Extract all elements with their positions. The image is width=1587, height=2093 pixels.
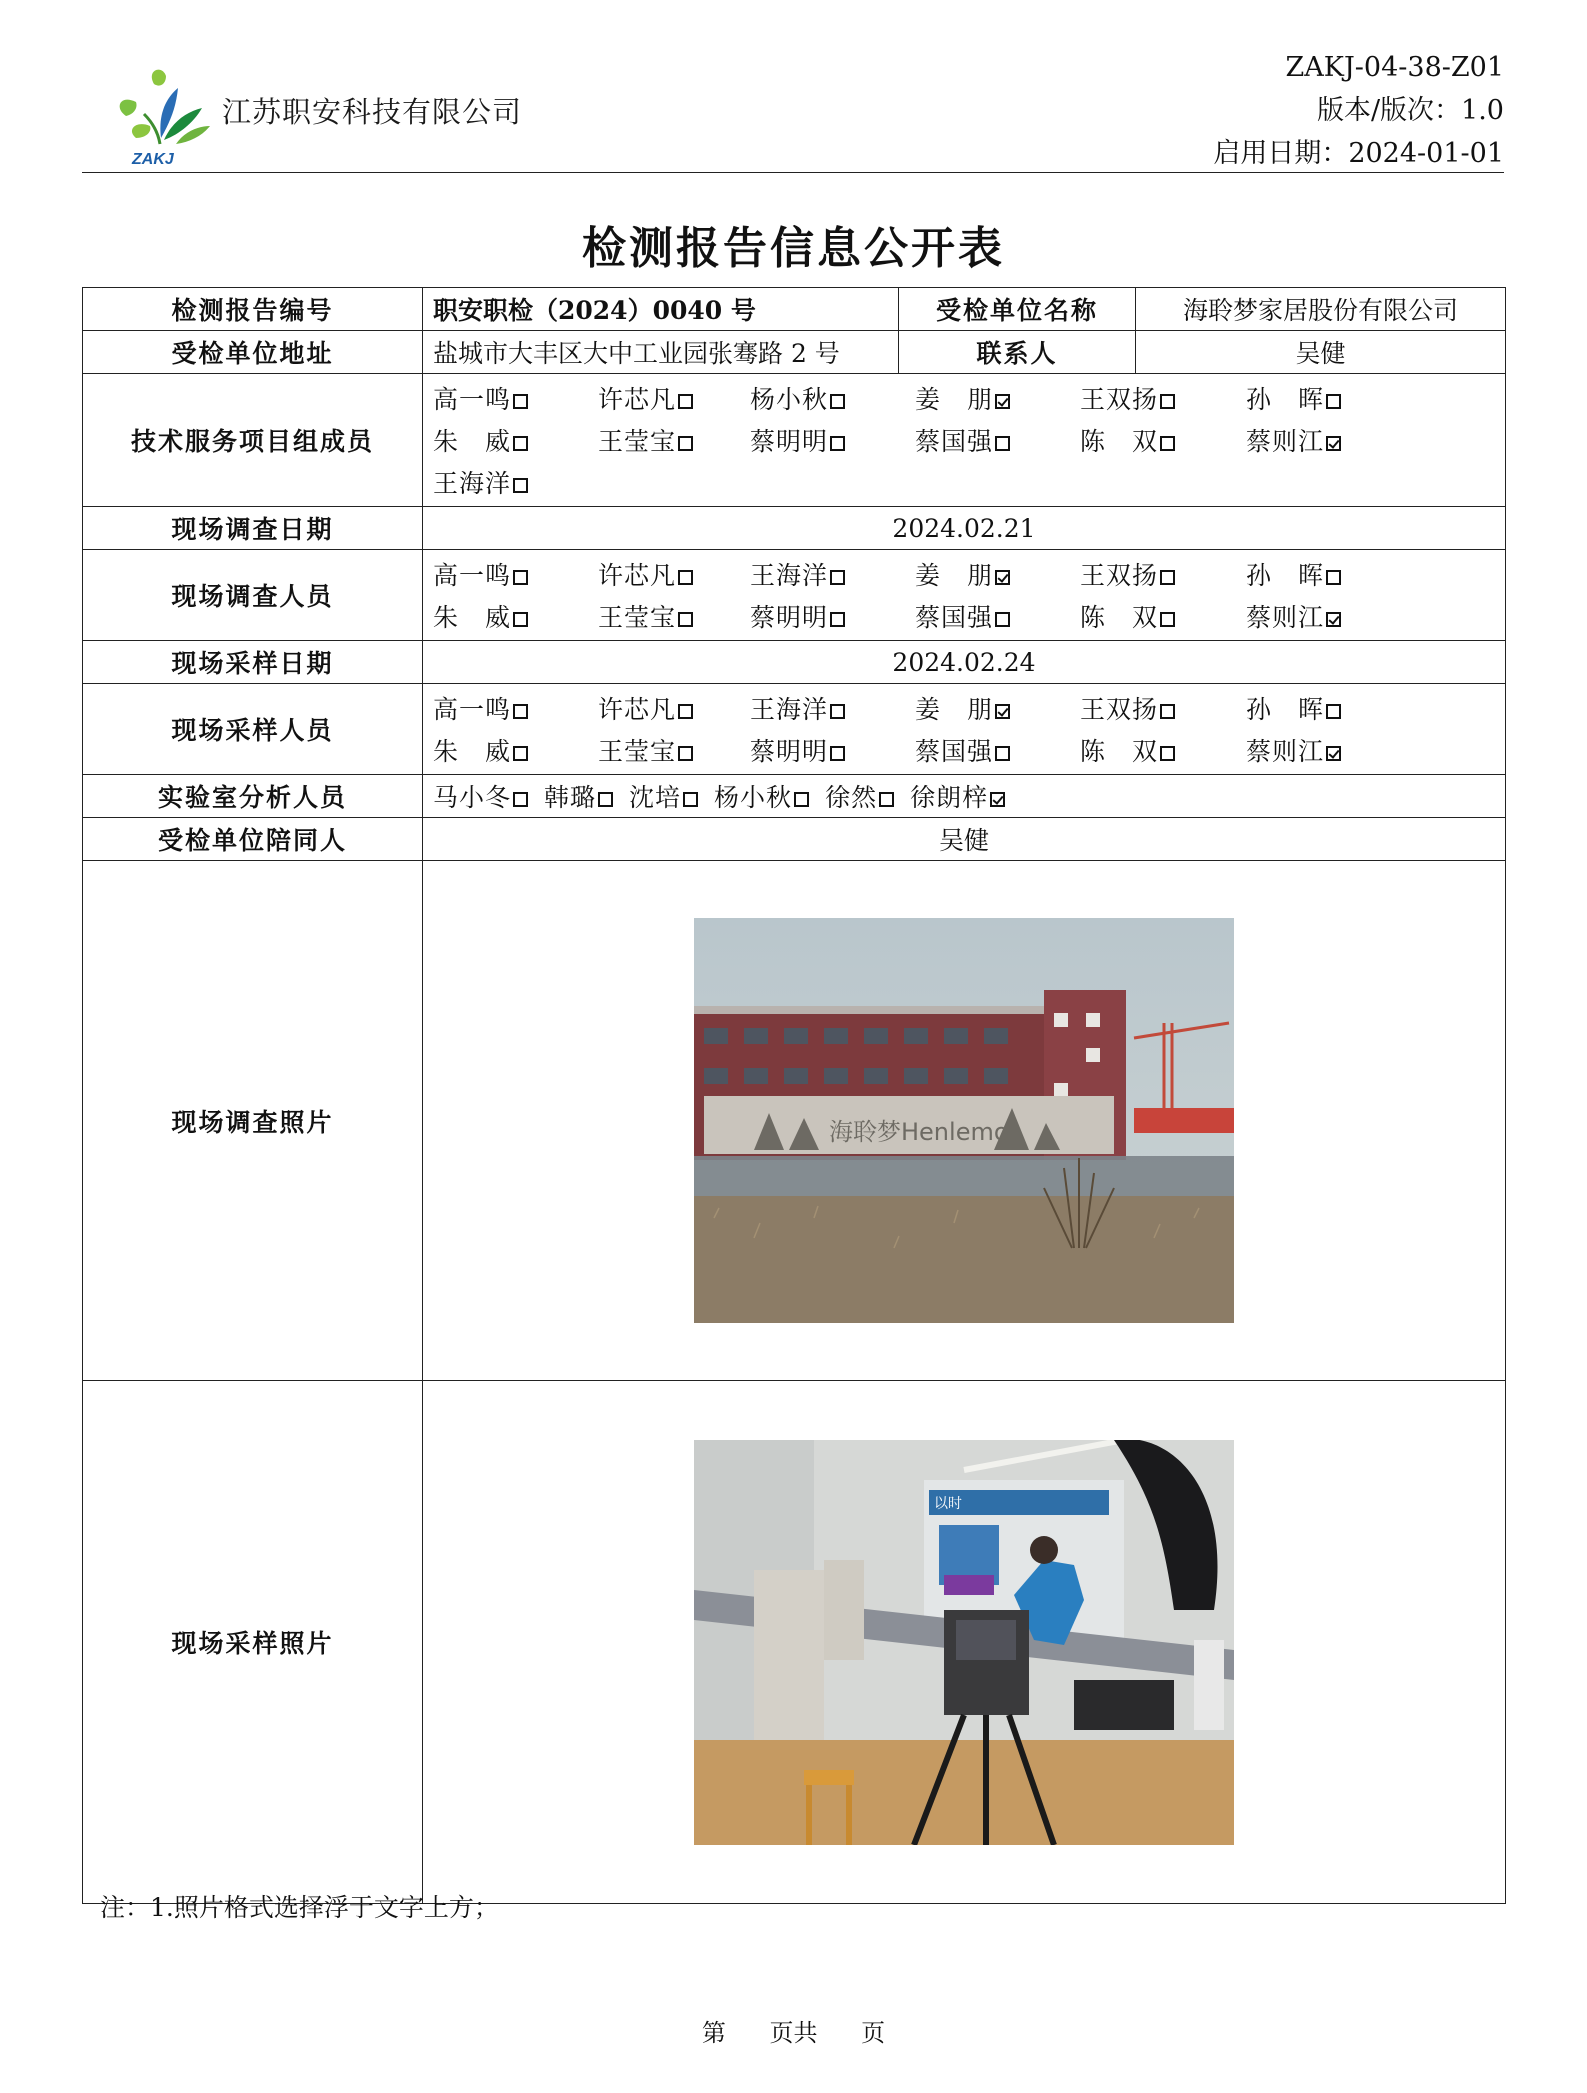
- sampling-date-label: 现场采样日期: [83, 641, 423, 684]
- staff-name: 王双扬: [1080, 561, 1159, 590]
- unchecked-checkbox-icon[interactable]: [1160, 704, 1175, 719]
- checked-checkbox-icon[interactable]: [1326, 746, 1341, 761]
- survey-staff-cell: [423, 550, 1506, 641]
- staff-name: 王双扬: [1080, 385, 1159, 414]
- staff-name: 朱 威: [433, 603, 512, 632]
- unchecked-checkbox-icon[interactable]: [1326, 570, 1341, 585]
- staff-item: [915, 598, 1080, 634]
- sampling-photo-label: 现场采样照片: [83, 1381, 423, 1904]
- page-title: 检测报告信息公开表: [582, 223, 1005, 274]
- address-label: 受检单位地址: [83, 331, 423, 374]
- unchecked-checkbox-icon[interactable]: [830, 612, 845, 627]
- table-row: [83, 684, 1506, 775]
- staff-item: [1080, 556, 1246, 592]
- unit-name-label: 受检单位名称: [899, 288, 1136, 331]
- unchecked-checkbox-icon[interactable]: [598, 792, 613, 807]
- unchecked-checkbox-icon[interactable]: [1160, 570, 1175, 585]
- table-row: [83, 861, 1506, 1381]
- staff-item: [1246, 598, 1406, 634]
- table-row: [83, 507, 1506, 550]
- unchecked-checkbox-icon[interactable]: [513, 792, 528, 807]
- unchecked-checkbox-icon[interactable]: [830, 704, 845, 719]
- staff-item: [1080, 422, 1246, 458]
- staff-item: [598, 556, 750, 592]
- staff-item: [910, 778, 1005, 814]
- info-table: [82, 287, 1506, 1904]
- survey-photo-label: 现场调查照片: [83, 861, 423, 1381]
- staff-name: 姜 朋: [915, 385, 994, 414]
- unchecked-checkbox-icon[interactable]: [678, 746, 693, 761]
- unchecked-checkbox-icon[interactable]: [794, 792, 809, 807]
- unchecked-checkbox-icon[interactable]: [1326, 394, 1341, 409]
- staff-item: [1246, 556, 1406, 592]
- staff-item: [915, 556, 1080, 592]
- unchecked-checkbox-icon[interactable]: [513, 746, 528, 761]
- lab-label: 实验室分析人员: [83, 775, 423, 818]
- sampling-date-value: 2024.02.24: [423, 641, 1506, 684]
- staff-item: [1080, 732, 1246, 768]
- survey-photo: [694, 918, 1234, 1323]
- staff-item: [750, 556, 915, 592]
- doc-version: 版本/版次：1.0: [1316, 95, 1504, 126]
- unchecked-checkbox-icon[interactable]: [513, 394, 528, 409]
- checked-checkbox-icon[interactable]: [995, 394, 1010, 409]
- staff-name: 蔡则江: [1246, 737, 1325, 766]
- survey-date-label: 现场调查日期: [83, 507, 423, 550]
- contact-value: 吴健: [1136, 331, 1506, 374]
- staff-item: [598, 422, 750, 458]
- staff-name: 蔡明明: [750, 427, 829, 456]
- unchecked-checkbox-icon[interactable]: [513, 436, 528, 451]
- document-meta: [1213, 46, 1504, 175]
- staff-name: 朱 威: [433, 737, 512, 766]
- unchecked-checkbox-icon[interactable]: [513, 704, 528, 719]
- doc-code: ZAKJ-04-38-Z01: [1285, 52, 1504, 83]
- staff-item: [1080, 690, 1246, 726]
- unchecked-checkbox-icon[interactable]: [830, 746, 845, 761]
- staff-name: 高一鸣: [433, 385, 512, 414]
- lab-staff-cell: [423, 775, 1506, 818]
- wall-sign-text: 海聆梦Henlemo: [829, 1118, 1009, 1146]
- table-row: [83, 818, 1506, 861]
- unchecked-checkbox-icon[interactable]: [678, 704, 693, 719]
- staff-name: 姜 朋: [915, 561, 994, 590]
- staff-item: [915, 380, 1080, 416]
- unit-name-value: 海聆梦家居股份有限公司: [1136, 288, 1506, 331]
- staff-item: [750, 732, 915, 768]
- staff-name: 杨小秋: [750, 385, 829, 414]
- unchecked-checkbox-icon[interactable]: [1160, 746, 1175, 761]
- staff-item: [825, 778, 894, 814]
- staff-name: 蔡明明: [750, 737, 829, 766]
- staff-name: 马小冬: [433, 783, 512, 812]
- table-row: [83, 775, 1506, 818]
- factory-banner-text: 以时: [934, 1495, 962, 1512]
- staff-name: 杨小秋: [714, 783, 793, 812]
- table-row: [83, 331, 1506, 374]
- staff-item: [433, 464, 598, 500]
- staff-name: 蔡则江: [1246, 603, 1325, 632]
- staff-item: [598, 380, 750, 416]
- escort-label: 受检单位陪同人: [83, 818, 423, 861]
- unchecked-checkbox-icon[interactable]: [513, 478, 528, 493]
- staff-item: [598, 732, 750, 768]
- unchecked-checkbox-icon[interactable]: [995, 746, 1010, 761]
- staff-item: [750, 690, 915, 726]
- survey-staff-list: [433, 550, 1495, 640]
- staff-name: 蔡国强: [915, 427, 994, 456]
- checked-checkbox-icon[interactable]: [995, 570, 1010, 585]
- staff-name: 陈 双: [1080, 603, 1159, 632]
- staff-item: [433, 732, 598, 768]
- staff-item: [750, 422, 915, 458]
- factory-exterior-photo-icon: [694, 918, 1234, 1323]
- staff-name: 沈培: [629, 783, 682, 812]
- footer-page-suffix: 页: [861, 2019, 886, 2047]
- staff-item: [915, 732, 1080, 768]
- unchecked-checkbox-icon[interactable]: [683, 792, 698, 807]
- staff-item: [714, 778, 809, 814]
- team-cell: [423, 374, 1506, 507]
- staff-item: [915, 690, 1080, 726]
- sampling-staff-label: 现场采样人员: [83, 684, 423, 775]
- staff-name: 高一鸣: [433, 561, 512, 590]
- staff-name: 蔡国强: [915, 737, 994, 766]
- staff-item: [433, 690, 598, 726]
- unchecked-checkbox-icon[interactable]: [513, 612, 528, 627]
- unchecked-checkbox-icon[interactable]: [879, 792, 894, 807]
- sampling-photo: [694, 1440, 1234, 1845]
- lab-staff-list: [433, 778, 1495, 814]
- staff-name: 王海洋: [750, 561, 829, 590]
- team-label: 技术服务项目组成员: [83, 374, 423, 507]
- staff-name: 许芯凡: [598, 385, 677, 414]
- doc-start-date: 启用日期：2024-01-01: [1213, 138, 1504, 169]
- staff-item: [1246, 732, 1406, 768]
- sampling-photo-cell: [423, 1381, 1506, 1904]
- unchecked-checkbox-icon[interactable]: [1160, 612, 1175, 627]
- footer-page-prefix: 第: [701, 2019, 726, 2047]
- address-value: 盐城市大丰区大中工业园张骞路 2 号: [423, 331, 899, 374]
- company-name: 江苏职安科技有限公司: [222, 95, 523, 129]
- logo-text: ZAKJ: [132, 151, 174, 168]
- table-row: [83, 374, 1506, 507]
- unchecked-checkbox-icon[interactable]: [830, 570, 845, 585]
- staff-item: [915, 422, 1080, 458]
- unchecked-checkbox-icon[interactable]: [995, 436, 1010, 451]
- unchecked-checkbox-icon[interactable]: [1160, 436, 1175, 451]
- staff-name: 韩璐: [544, 783, 597, 812]
- staff-name: 王莹宝: [598, 427, 677, 456]
- staff-item: [433, 778, 528, 814]
- checked-checkbox-icon[interactable]: [1326, 612, 1341, 627]
- staff-item: [544, 778, 613, 814]
- staff-item: [1246, 690, 1406, 726]
- staff-item: [1080, 380, 1246, 416]
- staff-name: 陈 双: [1080, 737, 1159, 766]
- staff-name: 徐朗梓: [910, 783, 989, 812]
- unchecked-checkbox-icon[interactable]: [678, 570, 693, 585]
- unchecked-checkbox-icon[interactable]: [995, 612, 1010, 627]
- page-footer: [0, 2013, 1587, 2048]
- footnote: 注：1.照片格式选择浮于文字上方；: [100, 1893, 499, 1922]
- unchecked-checkbox-icon[interactable]: [1326, 704, 1341, 719]
- staff-name: 孙 晖: [1246, 561, 1325, 590]
- staff-item: [750, 598, 915, 634]
- staff-item: [433, 598, 598, 634]
- team-list: [433, 374, 1495, 506]
- staff-item: [433, 556, 598, 592]
- sampling-staff-list: [433, 684, 1495, 774]
- staff-item: [1080, 598, 1246, 634]
- staff-name: 许芯凡: [598, 561, 677, 590]
- staff-name: 王莹宝: [598, 603, 677, 632]
- workshop-sampling-photo-icon: [694, 1440, 1234, 1845]
- staff-item: [433, 422, 598, 458]
- unchecked-checkbox-icon[interactable]: [830, 394, 845, 409]
- unchecked-checkbox-icon[interactable]: [830, 436, 845, 451]
- sampling-staff-cell: [423, 684, 1506, 775]
- staff-item: [598, 690, 750, 726]
- staff-name: 王双扬: [1080, 695, 1159, 724]
- checked-checkbox-icon[interactable]: [995, 704, 1010, 719]
- staff-name: 王莹宝: [598, 737, 677, 766]
- staff-name: 王海洋: [750, 695, 829, 724]
- staff-name: 朱 威: [433, 427, 512, 456]
- staff-name: 蔡国强: [915, 603, 994, 632]
- unchecked-checkbox-icon[interactable]: [678, 612, 693, 627]
- staff-item: [433, 380, 598, 416]
- staff-name: 陈 双: [1080, 427, 1159, 456]
- staff-item: [629, 778, 698, 814]
- survey-staff-label: 现场调查人员: [83, 550, 423, 641]
- unchecked-checkbox-icon[interactable]: [1160, 394, 1175, 409]
- page-header: [82, 38, 1504, 173]
- escort-value: 吴健: [423, 818, 1506, 861]
- table-row: [83, 1381, 1506, 1904]
- footer-page-total-prefix: 页共: [769, 2019, 818, 2047]
- report-no-label: 检测报告编号: [83, 288, 423, 331]
- unchecked-checkbox-icon[interactable]: [513, 570, 528, 585]
- unchecked-checkbox-icon[interactable]: [678, 436, 693, 451]
- contact-label: 联系人: [899, 331, 1136, 374]
- staff-item: [1246, 422, 1406, 458]
- staff-name: 高一鸣: [433, 695, 512, 724]
- staff-item: [1246, 380, 1406, 416]
- staff-item: [750, 380, 915, 416]
- table-row: [83, 641, 1506, 684]
- staff-name: 孙 晖: [1246, 385, 1325, 414]
- survey-photo-cell: [423, 861, 1506, 1381]
- staff-name: 孙 晖: [1246, 695, 1325, 724]
- staff-item: [598, 598, 750, 634]
- unchecked-checkbox-icon[interactable]: [678, 394, 693, 409]
- table-row: [83, 288, 1506, 331]
- survey-date-value: 2024.02.21: [423, 507, 1506, 550]
- staff-name: 蔡则江: [1246, 427, 1325, 456]
- table-row: [83, 550, 1506, 641]
- checked-checkbox-icon[interactable]: [1326, 436, 1341, 451]
- staff-name: 徐然: [825, 783, 878, 812]
- checked-checkbox-icon[interactable]: [990, 792, 1005, 807]
- staff-name: 许芯凡: [598, 695, 677, 724]
- staff-name: 王海洋: [433, 469, 512, 498]
- report-no-value: 职安职检（2024）0040 号: [423, 288, 899, 331]
- staff-name: 姜 朋: [915, 695, 994, 724]
- company-logo-icon: [106, 64, 216, 168]
- staff-name: 蔡明明: [750, 603, 829, 632]
